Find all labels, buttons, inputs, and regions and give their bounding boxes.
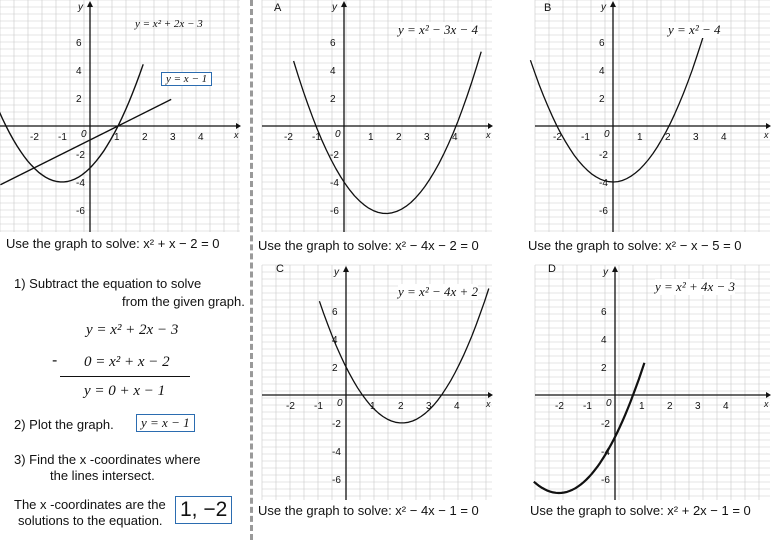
y-axis-arrow <box>343 266 349 272</box>
curves-left <box>0 0 241 232</box>
x-axis-arrow <box>766 123 771 129</box>
y-tick-label: -2 <box>601 419 610 430</box>
eq1: y = x² + 2x − 3 <box>86 322 179 338</box>
y-tick-label: 6 <box>332 307 338 318</box>
y-axis-arrow <box>610 1 616 7</box>
x-tick-label: 3 <box>426 401 432 412</box>
series-line <box>534 363 645 493</box>
x-tick-label: 2 <box>396 132 402 143</box>
x-tick-label: 1 <box>368 132 374 143</box>
eq3: y = 0 + x − 1 <box>84 383 166 399</box>
origin-label: 0 <box>81 129 87 140</box>
panel-letter-b: B <box>544 2 552 14</box>
step3-line2: the lines intersect. <box>50 468 155 483</box>
prompt-a: Use the graph to solve: x² − 4x − 2 = 0 <box>258 238 479 253</box>
x-axis-label: x <box>764 399 769 409</box>
x-axis-arrow <box>236 123 241 129</box>
grid-lines <box>0 0 240 232</box>
x-tick-label: 2 <box>667 401 673 412</box>
y-tick-label: 2 <box>76 94 82 105</box>
y-tick-label: -2 <box>330 150 339 161</box>
x-axis-label: x <box>764 130 769 140</box>
graph-equation-left: y = x² + 2x − 3 <box>135 18 203 30</box>
x-tick-label: 4 <box>721 132 727 143</box>
origin-label: 0 <box>337 398 343 409</box>
step3-line1: 3) Find the x -coordinates where <box>14 452 201 467</box>
graph-c <box>262 265 494 510</box>
x-axis-label: x <box>486 130 491 140</box>
x-axis-label: x <box>234 130 239 140</box>
x-tick-label: -2 <box>555 401 564 412</box>
y-tick-label: -6 <box>332 475 341 486</box>
x-tick-label: 1 <box>370 401 376 412</box>
x-tick-label: -2 <box>286 401 295 412</box>
x-tick-label: 2 <box>665 132 671 143</box>
x-tick-label: 1 <box>114 132 120 143</box>
x-tick-label: 3 <box>424 132 430 143</box>
origin-label: 0 <box>604 129 610 140</box>
y-tick-label: -6 <box>599 206 608 217</box>
y-axis-label: y <box>334 267 339 278</box>
y-tick-label: 4 <box>76 66 82 77</box>
y-axis-arrow <box>612 266 618 272</box>
y-tick-label: 6 <box>599 38 605 49</box>
y-tick-label: -4 <box>601 447 610 458</box>
x-tick-label: -1 <box>312 132 321 143</box>
conclusion-line2: solutions to the equation. <box>18 513 163 528</box>
x-tick-label: -1 <box>583 401 592 412</box>
y-tick-label: 2 <box>599 94 605 105</box>
step1-line1: 1) Subtract the equation to solve <box>14 276 202 291</box>
y-tick-label: -4 <box>599 178 608 189</box>
origin-label: 0 <box>606 398 612 409</box>
y-tick-label: 4 <box>332 335 338 346</box>
x-tick-label: -2 <box>30 132 39 143</box>
y-tick-label: -6 <box>601 475 610 486</box>
origin-label: 0 <box>335 129 341 140</box>
y-tick-label: -6 <box>330 206 339 217</box>
x-tick-label: 4 <box>452 132 458 143</box>
equation-c: y = x² − 4x + 2 <box>398 284 479 299</box>
y-tick-label: 2 <box>601 363 607 374</box>
y-tick-label: 4 <box>330 66 336 77</box>
x-tick-label: -1 <box>58 132 67 143</box>
prompt-b: Use the graph to solve: x² − x − 5 = 0 <box>528 238 742 253</box>
y-axis-label: y <box>332 2 337 13</box>
y-axis-label: y <box>601 2 606 13</box>
y-tick-label: -4 <box>332 447 341 458</box>
graph-d <box>535 265 775 510</box>
x-axis-arrow <box>488 392 493 398</box>
x-axis-arrow <box>488 123 493 129</box>
step2-box: y = x − 1 <box>136 414 195 432</box>
x-tick-label: 3 <box>693 132 699 143</box>
equation-b: y = x² − 4 <box>668 22 721 37</box>
x-tick-label: -2 <box>284 132 293 143</box>
y-tick-label: -2 <box>332 419 341 430</box>
grid-lines <box>262 265 492 500</box>
graph-b <box>535 0 775 250</box>
x-axis-arrow <box>766 392 771 398</box>
x-tick-label: 4 <box>198 132 204 143</box>
series-line <box>530 30 705 183</box>
prompt-d: Use the graph to solve: x² + 2x − 1 = 0 <box>530 503 751 518</box>
y-tick-label: 2 <box>330 94 336 105</box>
y-axis-label: y <box>603 267 608 278</box>
y-tick-label: 4 <box>599 66 605 77</box>
x-tick-label: 1 <box>639 401 645 412</box>
x-tick-label: 3 <box>695 401 701 412</box>
step2: 2) Plot the graph. <box>14 417 114 432</box>
x-tick-label: 2 <box>398 401 404 412</box>
minus-sign: - <box>52 352 58 369</box>
x-tick-label: 1 <box>637 132 643 143</box>
line-label-box: y = x − 1 <box>161 72 212 86</box>
x-axis-label: x <box>486 399 491 409</box>
x-tick-label: 4 <box>454 401 460 412</box>
conclusion-line1: The x -coordinates are the <box>14 497 166 512</box>
subtract-rule <box>60 376 190 377</box>
grid-lines <box>535 265 770 500</box>
x-tick-label: -1 <box>314 401 323 412</box>
y-axis-arrow <box>87 1 93 7</box>
y-tick-label: 6 <box>76 38 82 49</box>
panel-letter-c: C <box>276 263 284 275</box>
y-tick-label: 6 <box>601 307 607 318</box>
eq2: 0 = x² + x − 2 <box>84 354 170 370</box>
panel-letter-a: A <box>274 2 282 14</box>
y-tick-label: -4 <box>76 178 85 189</box>
y-tick-label: -6 <box>76 206 85 217</box>
y-tick-label: -2 <box>599 150 608 161</box>
grid-lines <box>535 0 770 232</box>
x-tick-label: 2 <box>142 132 148 143</box>
y-tick-label: 2 <box>332 363 338 374</box>
x-tick-label: 3 <box>170 132 176 143</box>
equation-a: y = x² − 3x − 4 <box>398 22 479 37</box>
panel-divider <box>250 0 253 540</box>
y-tick-label: -2 <box>76 150 85 161</box>
panel-letter-d: D <box>548 263 556 275</box>
x-tick-label: -2 <box>553 132 562 143</box>
y-tick-label: 4 <box>601 335 607 346</box>
x-tick-label: 4 <box>723 401 729 412</box>
prompt-c: Use the graph to solve: x² − 4x − 1 = 0 <box>258 503 479 518</box>
y-tick-label: 6 <box>330 38 336 49</box>
y-tick-label: -4 <box>330 178 339 189</box>
y-axis-label: y <box>78 2 83 13</box>
x-tick-label: -1 <box>581 132 590 143</box>
series-line <box>0 64 143 182</box>
answer-box: 1, −2 <box>175 496 232 524</box>
prompt-left: Use the graph to solve: x² + x − 2 = 0 <box>6 236 220 251</box>
equation-d: y = x² + 4x − 3 <box>655 279 736 294</box>
graph-left <box>0 0 250 240</box>
step1-line2: from the given graph. <box>122 294 245 309</box>
